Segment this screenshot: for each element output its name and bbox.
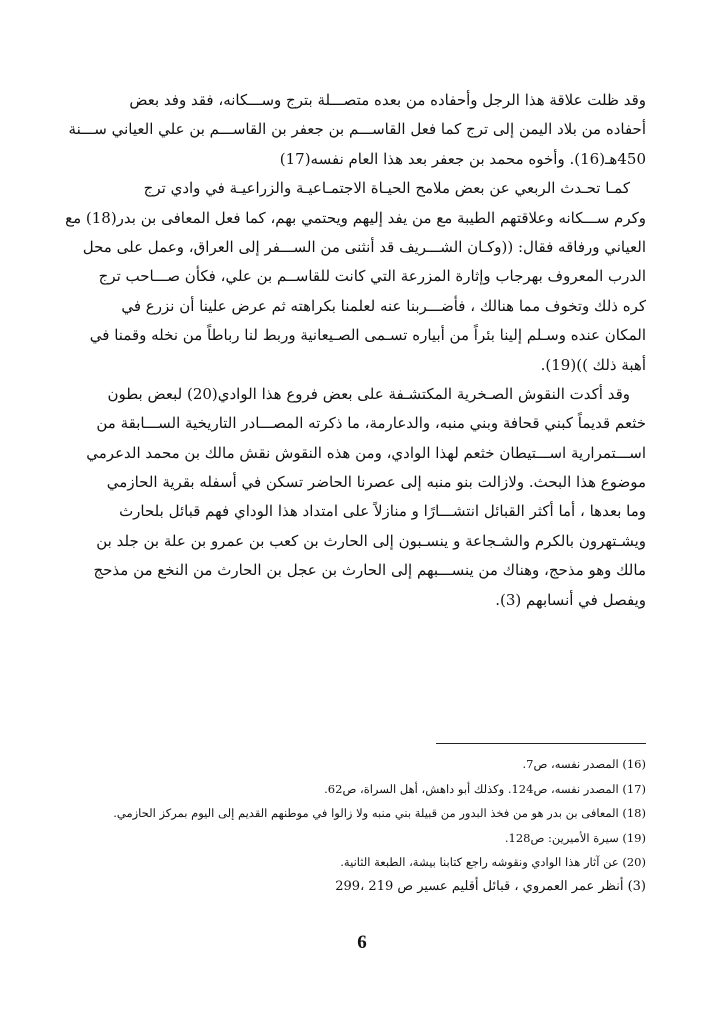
body-line: العياني ورفاقه فقال: ((وكـان الشـــريف قد أنثنى من الســـفر إلى العراق، وعمل على محل bbox=[82, 237, 646, 256]
body-line: كره ذلك وتخوف مما هنالك ، فأضـــربنا عنه لعلمنا بكراهته ثم عرض علينا أن نزرع في bbox=[121, 296, 646, 315]
body-line: 450هـ(16). وأخوه محمد بن جعفر بعد هذا العام نفسه(17) bbox=[279, 149, 646, 168]
body-line: اســـتمرارية اســـتيطان خثعم لهذا الوادي، ومن هذه النقوش نقش مالك بن محمد الدعرمي bbox=[86, 443, 646, 462]
footnote: (20) عن آثار هذا الوادي ونقوشه راجع كتابنا بيشة، الطبعة الثانية. bbox=[340, 855, 646, 869]
footnotes bbox=[100, 752, 646, 899]
page-number: 6 bbox=[357, 932, 367, 953]
body-line: وكرم ســـكانه وعلاقتهم الطيبة مع من يفد إليهم ويحتمي بهم، كما فعل المعافى بن بدر(18) مع bbox=[65, 208, 646, 227]
body-line: كمـا تحـدث الربعي عن بعض ملامح الحيـاة الاجتمـاعيـة والزراعيـة في وادي ترج bbox=[143, 179, 630, 198]
body-line: أحفاده من بلاد اليمن إلى ترج كما فعل القاســـم بن جعفر بن القاســـم بن علي العياني ســـنة bbox=[68, 120, 646, 139]
footnote-separator bbox=[436, 743, 646, 744]
body-line: المكان عنده وسـلم إلينا بئراً من أبياره تسـمى الصـيعانية وربط لنا رباطاً من نخله وقمنا في bbox=[89, 326, 646, 345]
body-line: موضوع هذا البحث. ولازالت بنو منبه إلى عصرنا الحاضر تسكن في أسفله بقرية الحازمي bbox=[106, 473, 646, 492]
footnote: (19) سيرة الأميرين: ص128. bbox=[504, 830, 646, 845]
body-line: وما بعدها ، أما أكثر القبائل انتشـــارًا و منازلاً على امتداد هذا الوداي فهم قبائل بلحارث bbox=[119, 502, 646, 521]
body-line: وقد أكدت النقوش الصـخرية المكتشـفة على بعض فروع هذا الوادي(20) لبعض بطون bbox=[107, 384, 630, 403]
body-line: ويشـتهرون بالكرم والشـجاعة و ينسـبون إلى الحارث بن كعب بن عمرو بن علة بن جلد بن bbox=[96, 531, 646, 550]
footnote: (17) المصدر نفسه، ص124. وكذلك أبو داهش، أهل السراة، ص62. bbox=[324, 781, 646, 796]
body-line: ويفصل في أنسابهم (3). bbox=[495, 590, 646, 609]
footnote: (16) المصدر نفسه، ص7. bbox=[522, 757, 646, 771]
body-line: خثعم قديماً كبني قحافة وبني منبه، والدعارمة، ما ذكرته المصـــادر التاريخية الســـابقة من bbox=[96, 414, 646, 433]
body-line: أهبة ذلك ))(19). bbox=[540, 355, 646, 374]
footnote: (18) المعافى بن بدر هو من فخذ البدور من قبيلة بني منبه ولا زالوا في موطنهم القديم إلى اليوم بمركز الحازمي. bbox=[113, 806, 646, 820]
body-text bbox=[65, 86, 646, 615]
body-line: وقد ظلت علاقة هذا الرجل وأحفاده من بعده متصـــلة بترج وســـكانه، فقد وفد بعض bbox=[129, 91, 646, 109]
body-line: مالك وهو مذحج، وهناك من ينســـبهم إلى الحارث بن عجل بن الحارث من النخع من مذحج bbox=[93, 561, 646, 580]
footnote: (3) أنظر عمر العمروي ، قبائل أقليم عسير ص 219 ،299 bbox=[335, 878, 646, 894]
body-line: الدرب المعروف بهرجاب وإثارة المزرعة التي كانت للقاســم بن علي، فكأن صـــاحب ترج bbox=[98, 267, 646, 286]
